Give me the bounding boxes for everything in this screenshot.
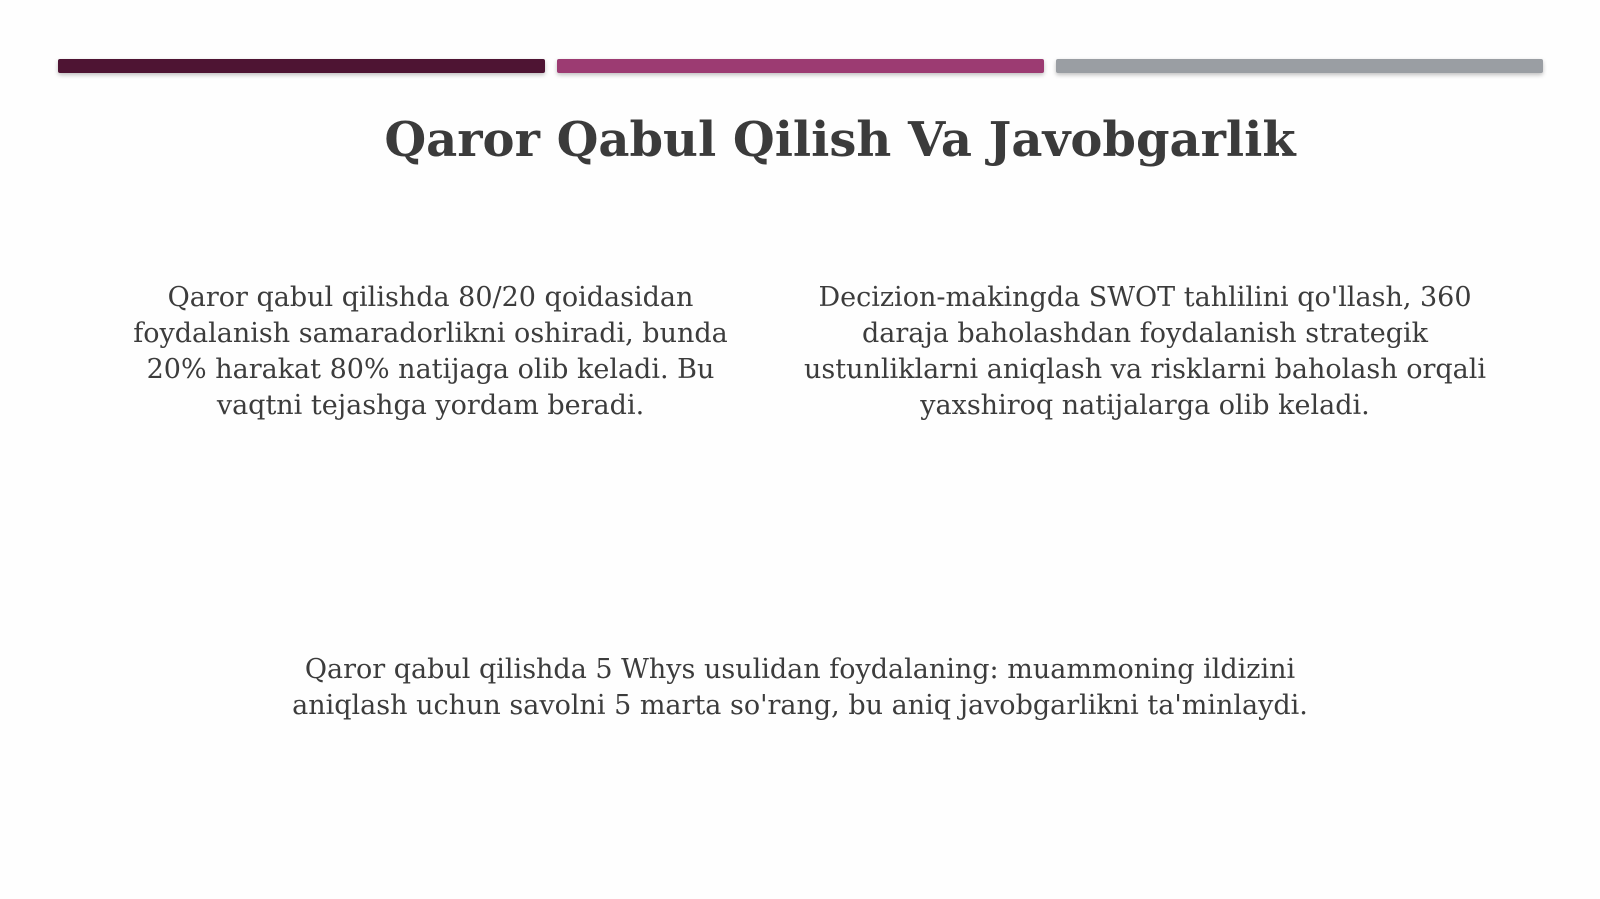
paragraph-bottom: Qaror qabul qilishda 5 Whys usulidan foydalaning: muammoning ildizini aniqlash uchun savolni 5 marta so'rang, bu aniq javobgarlikni ta'minlaydi.: [292, 654, 1308, 721]
slide-title: Qaror Qabul Qilish Va Javobgarlik: [384, 112, 1296, 168]
paragraph-left: Qaror qabul qilishda 80/20 qoidasidan foydalanish samaradorlikni oshiradi, bunda 20% harakat 80% natijaga olib keladi. Bu vaqtni tejashga yordam beradi.: [133, 282, 728, 421]
accent-bar-gray: [1056, 59, 1543, 73]
accent-bar-dark: [58, 59, 545, 73]
accent-bar-magenta: [557, 59, 1044, 73]
paragraph-right: Decizion-makingda SWOT tahlilini qo'llash, 360 daraja baholashdan foydalanish strategik ustunliklarni aniqlash va risklarni baholash orqali yaxshiroq natijalarga olib keladi.: [803, 282, 1487, 421]
